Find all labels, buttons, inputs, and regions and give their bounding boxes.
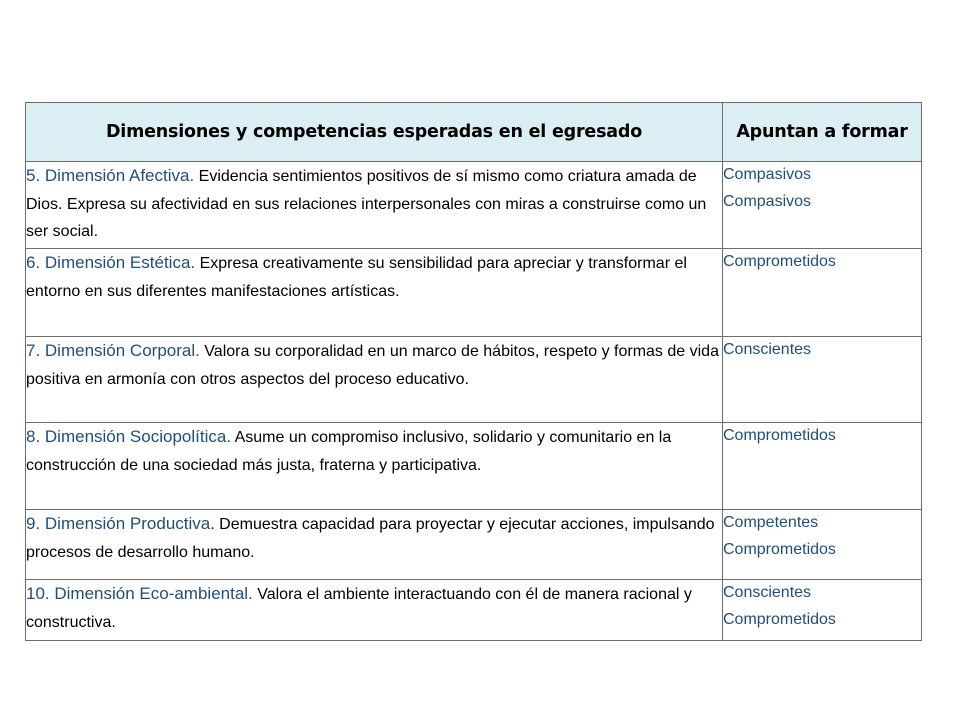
dimension-cell xyxy=(26,580,723,641)
dimension-description: Evidencia sentimientos positivos de sí mismo como criatura amada de Dios. Expresa su afectividad en sus relaciones interpersonales con miras a construirse como un ser social. xyxy=(26,168,707,240)
table-row xyxy=(26,510,922,580)
dimension-title: 8. Dimensión Sociopolítica. xyxy=(26,427,232,446)
terms-cell xyxy=(723,423,922,510)
dimension-description: Expresa creativamente su sensibilidad para apreciar y transformar el entorno en sus diferentes manifestaciones artísticas. xyxy=(26,255,687,300)
term-label: Comprometidos xyxy=(723,427,836,444)
header-row xyxy=(26,103,922,162)
terms-cell xyxy=(723,337,922,423)
term-label: Comprometidos xyxy=(723,611,836,628)
term-label: Competentes xyxy=(723,514,819,531)
dimension-title: 5. Dimensión Afectiva. xyxy=(26,166,195,185)
table-row xyxy=(26,337,922,423)
dimension-title: 7. Dimensión Corporal. xyxy=(26,341,200,360)
table-row xyxy=(26,249,922,337)
term-label: Comprometidos xyxy=(723,541,836,558)
terms-cell xyxy=(723,249,922,337)
terms-cell xyxy=(723,510,922,580)
dimension-cell xyxy=(26,249,723,337)
dimension-description: . Demuestra capacidad para proyectar y ejecutar acciones, impulsando procesos de desarrollo humano. xyxy=(26,516,715,561)
dimension-cell xyxy=(26,423,723,510)
dimension-cell xyxy=(26,510,723,580)
term-label: Comprometidos xyxy=(723,253,836,270)
competencies-table xyxy=(25,102,922,641)
dimension-description: Valora el ambiente interactuando con él de manera racional y constructiva. xyxy=(26,586,692,631)
header-apuntan-a-formar: Apuntan a formar xyxy=(723,103,922,162)
terms-cell xyxy=(723,162,922,249)
dimension-cell xyxy=(26,162,723,249)
dimension-description: Valora su corporalidad en un marco de hábitos, respeto y formas de vida positiva en armonía con otros aspectos del proceso educativo. xyxy=(26,343,719,388)
table-row xyxy=(26,423,922,510)
dimension-title: 9. Dimensión Productiva xyxy=(26,514,211,533)
dimension-cell xyxy=(26,337,723,423)
term-label: Conscientes xyxy=(723,584,812,601)
term-label: Compasivos xyxy=(723,193,812,210)
table-row xyxy=(26,162,922,249)
dimension-title: 10. Dimensión Eco-ambiental. xyxy=(26,584,253,603)
terms-cell xyxy=(723,580,922,641)
term-label: Conscientes xyxy=(723,341,812,358)
term-label: Compasivos xyxy=(723,166,812,183)
table-row xyxy=(26,580,922,641)
dimension-description: Asume un compromiso inclusivo, solidario y comunitario en la construcción de una sociedad más justa, fraterna y participativa. xyxy=(26,429,672,474)
dimension-title: 6. Dimensión Estética. xyxy=(26,253,196,272)
header-dimensions: Dimensiones y competencias esperadas en el egresado xyxy=(26,103,723,162)
